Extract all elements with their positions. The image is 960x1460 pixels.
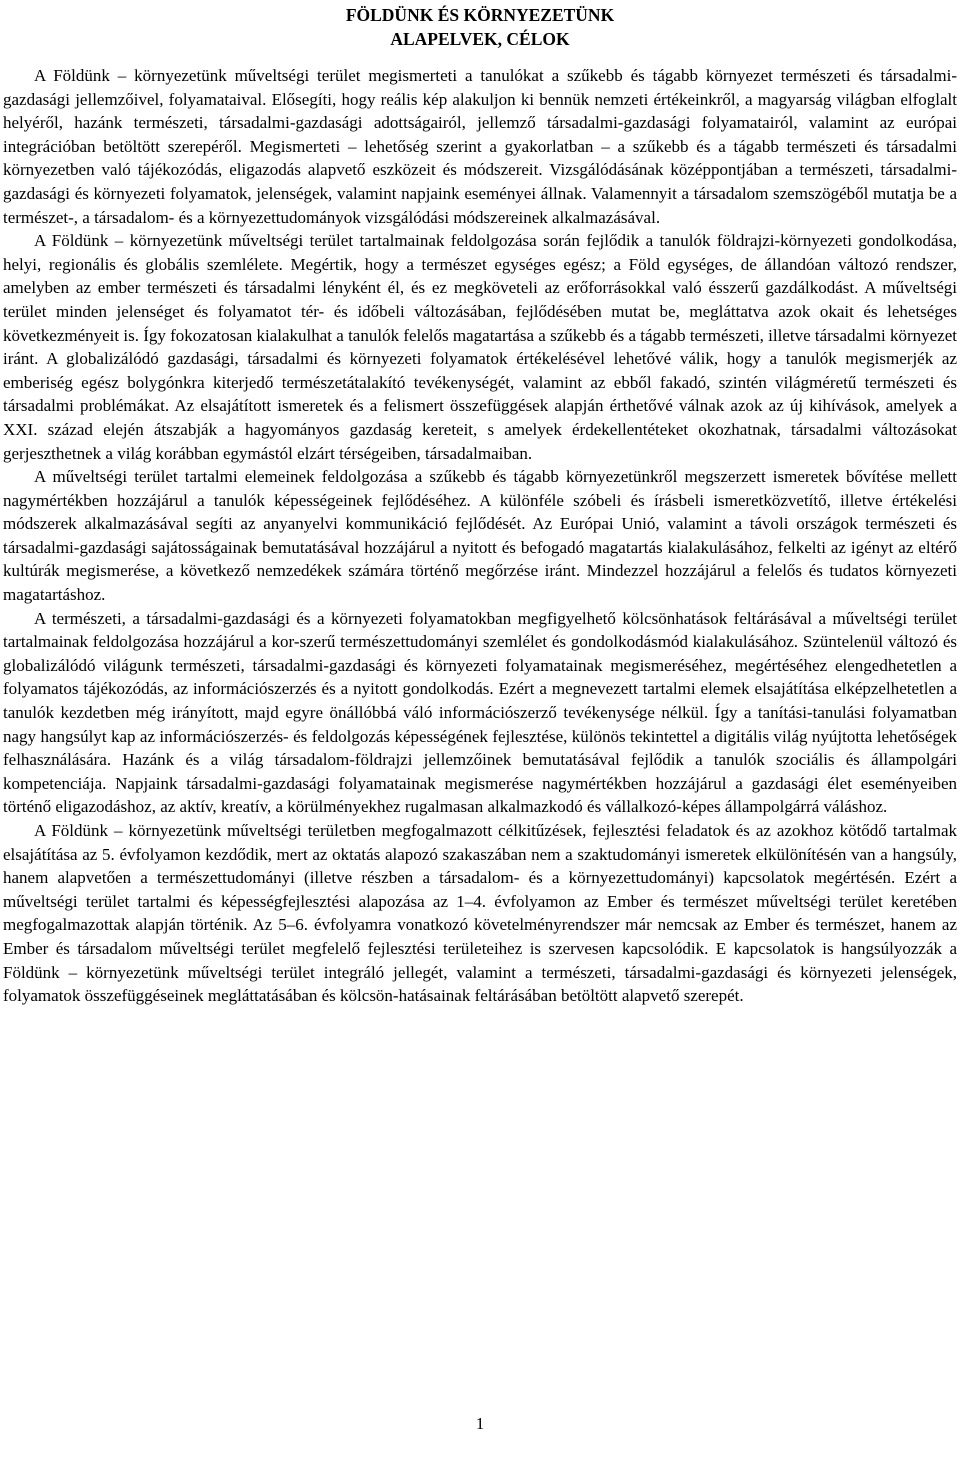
paragraph-4: A természeti, a társadalmi-gazdasági és a környezeti folyamatokban megfigyelhető kölcsönhatások feltárásával a műveltségi terület tartalmainak feldolgozása hozzájárul a kor-szerű természettudományi szemlélet és gondolkodásmód kialakulásához. Szüntelenül változó és globalizálódó világunk természeti, társadalmi-gazdasági és környezeti folyamatainak megismeréséhez, megértéséhez elengedhetetlen a folyamatos tájékozódás, az információszerzés és a nyitott gondolkodás. Ezért a megnevezett tartalmi elemek elsajátítása elképzelhetetlen a tanulók kezdetben még irányított, majd egyre önállóbbá váló információszerző tevékenysége nélkül. Így a tanítási-tanulási folyamatban nagy hangsúlyt kap az információszerzés- és feldolgozás képességének fejlesztése, különös tekintettel a digitális világ nyújtotta lehetőségek felhasználására. Hazánk és a világ társadalom-földrajzi jellemzőinek bemutatásával fejlődik a tanulók szociális és állampolgári kompetenciája. Napjaink társadalmi-gazdasági folyamatainak megismerése nagymértékben hozzájárul a gazdasági élet eseményeiben történő eligazodáshoz, az aktív, kreatív, a körülményekhez rugalmasan alkalmazkodó és vállalkozó-képes állampolgárrá váláshoz. (3, 608, 957, 817)
paragraph-2: A Földünk – környezetünk műveltségi terület tartalmainak feldolgozása során fejlődik a tanulók földrajzi-környezeti gondolkodása, helyi, regionális és globális szemlélete. Megértik, hogy a természet egységes egész; a Föld egységes, de állandóan változó rendszer, amelyben az ember természeti és társadalmi lényként él, és ez megköveteli az erőforrásokkal való ésszerű gazdálkodást. A műveltségi terület minden jelenséget és folyamatot tér- és időbeli változásában, fejlődésében mutat be, megláttatva azok okait és lehetséges következményeit is. Így fokozatosan kialakulhat a tanulók felelős magatartása a szűkebb és a tágabb természeti, illetve társadalmi környezet iránt. A globalizálódó gazdasági, társadalmi és környezeti folyamatok értékelésével lehetővé válik, hogy a tanulók megismerjék az emberiség egész bolygónkra kiterjedő természetátalakító tevékenységét, valamint az ebből fakadó, szintén világméretű természeti és társadalmi problémákat. Az elsajátított ismeretek és a felismert összefüggések alapján érthetővé válnak azok az új kihívások, amelyek a XXI. század elején átszabják a hagyományos gazdaság kereteit, s amelyek érdekellentéteket okozhatnak, társadalmi változásokat gerjeszthetnek a világ korábban egymástól elzárt térségeiben, társadalmaiban. (3, 231, 957, 463)
document-page (3, 0, 957, 1460)
paragraph-1: A Földünk – környezetünk műveltségi terület megismerteti a tanulókat a szűkebb és tágabb környezet természeti és társadalmi-gazdasági jellemzőivel, folyamataival. Elősegíti, hogy reális kép alakuljon ki bennük nemzeti értékeinkről, a magyarság világban elfoglalt helyéről, hazánk természeti, társadalmi-gazdasági adottságairól, jellemző társadalmi-gazdasági folyamatairól, valamint az európai integrációban betöltött szerepéről. Megismerteti – lehetőség szerint a gyakorlatban – a szűkebb és a tágabb természeti és társadalmi környezetben való tájékozódás, eligazodás alapvető eszközeit és módszereit. Vizsgálódásának középpontjában a természeti, társadalmi-gazdasági és környezeti folyamatok, jelenségek, valamint napjaink eseményei állnak. Valamennyit a társadalom szemszögéből mutatja be a természet-, a társadalom- és a környezettudományok vizsgálódási módszereinek alkalmazásával. (3, 66, 957, 227)
heading-block (3, 0, 957, 51)
document-title: FÖLDÜNK ÉS KÖRNYEZETÜNK (345, 5, 615, 25)
paragraph-5: A Földünk – környezetünk műveltségi területben megfogalmazott célkitűzések, fejlesztési feladatok és az azokhoz kötődő tartalmak elsajátítása az 5. évfolyamon kezdődik, mert az oktatás alapozó szakaszában nem a szaktudományi ismeretek elkülönítésén van a hangsúly, hanem alapvetően a természettudományi (illetve részben a társadalom- és a környezettudományi) kapcsolatok megértésén. Ezért a műveltségi terület tartalmi és képességfejlesztési alapozása az 1–4. évfolyamon az Ember és természet műveltségi terület keretében megfogalmazottak alapján történik. Az 5–6. évfolyamra vonatkozó követelményrendszer már nemcsak az Ember és természet, hanem az Ember és társadalom műveltségi terület megfelelő fejlesztési területeihez is szervesen kapcsolódik. E kapcsolatok is hangsúlyozzák a Földünk – környezetünk műveltségi terület integráló jellegét, valamint a természeti, társadalmi-gazdasági és környezeti jelenségek, folyamatok összefüggéseinek megláttatásában és kölcsön-hatásainak feltárásában betöltött alapvető szerepét. (3, 821, 957, 1006)
paragraph-3: A műveltségi terület tartalmi elemeinek feldolgozása a szűkebb és tágabb környezetünkről megszerzett ismeretek bővítése mellett nagymértékben hozzájárul a tanulók képességeinek fejlődéséhez. A különféle szóbeli és írásbeli ismeretközvetítő, illetve értékelési módszerek alkalmazásával segíti az anyanyelvi kommunikáció fejlődését. Az Európai Unió, valamint a távoli országok természeti és társadalmi-gazdasági sajátosságainak bemutatásával hozzájárul a nyitott és befogadó magatartás kialakulásához, felkelti az igényt az eltérő kultúrák megismerése, a következő nemzedékek számára történő megőrzése iránt. Mindezzel hozzájárul a felelős és tudatos környezeti magatartáshoz. (3, 467, 957, 605)
document-subtitle: ALAPELVEK, CÉLOK (390, 29, 570, 49)
page-number: 1 (475, 1414, 485, 1433)
body-text (3, 64, 957, 1008)
